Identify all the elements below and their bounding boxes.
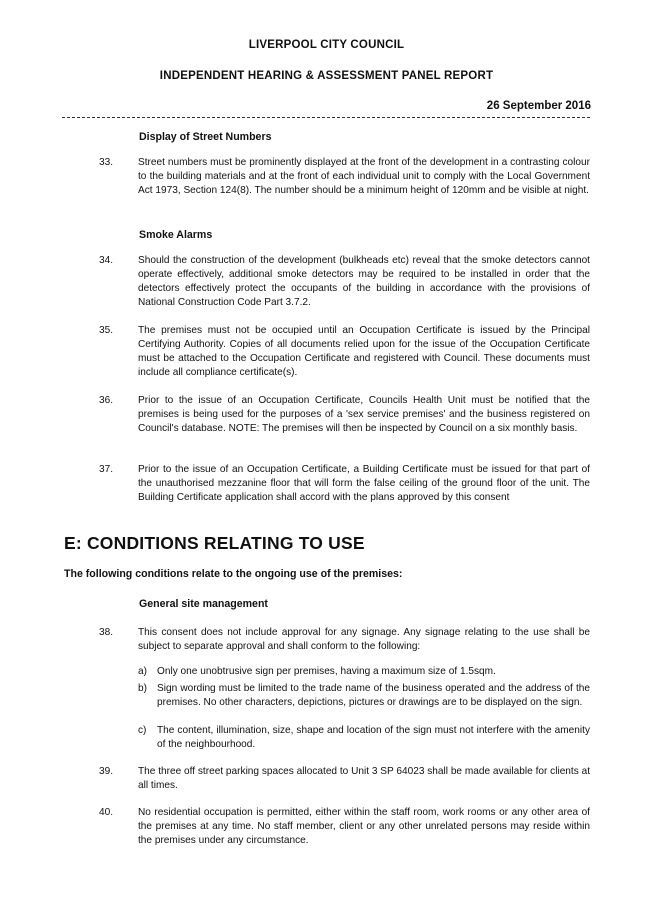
condition-text: Prior to the issue of an Occupation Certificate, a Building Certificate must be issued for that part of the unauthorised mezzanine floor that will form the false ceiling of the ground floor of the unit. The Building Certificate application shall accord with the plans approved by this consent xyxy=(138,464,590,503)
condition-text: The three off street parking spaces allocated to Unit 3 SP 64023 shall be made available for clients at all times. xyxy=(138,766,590,791)
condition-number: 35. xyxy=(99,325,114,336)
condition-text: The premises must not be occupied until an Occupation Certificate is issued by the Principal Certifying Authority. Copies of all documents relied upon for the issue of the Occupation Certificate must be attached to the Occupation Certificate and registered with Council. These documents must include all compliance certificate(s). xyxy=(138,325,590,378)
sub-text: Sign wording must be limited to the trade name of the business operated and the address of the premises. No other characters, depictions, pictures or drawings are to be displayed on the sign. xyxy=(157,683,590,708)
header-divider xyxy=(62,117,590,118)
section-intro: The following conditions relate to the ongoing use of the premises: xyxy=(64,568,403,580)
report-date: 26 September 2016 xyxy=(486,100,591,112)
heading-general-site-management: General site management xyxy=(139,598,268,610)
sub-text: The content, illumination, size, shape and location of the sign must not interfere with the amenity of the neighbourhood. xyxy=(157,725,590,750)
heading-street-numbers: Display of Street Numbers xyxy=(139,131,272,143)
condition-number: 39. xyxy=(99,766,114,777)
condition-number: 38. xyxy=(99,627,114,638)
section-title-use: E: CONDITIONS RELATING TO USE xyxy=(64,533,365,553)
condition-number: 40. xyxy=(99,807,114,818)
council-name: LIVERPOOL CITY COUNCIL xyxy=(248,39,405,51)
condition-text: No residential occupation is permitted, either within the staff room, work rooms or any other area of the premises at any time. No staff member, client or any other unrelated persons may reside within the premises under any circumstance. xyxy=(138,807,590,846)
condition-number: 36. xyxy=(99,395,114,406)
condition-text: Street numbers must be prominently displayed at the front of the development in a contrasting colour to the building materials and at the front of each individual unit to comply with the Local Government Act 1973, Section 124(8). The number should be a minimum height of 120mm and be visible at night. xyxy=(138,157,590,196)
condition-text: This consent does not include approval for any signage. Any signage relating to the use shall be subject to separate approval and shall conform to the following: xyxy=(138,627,590,652)
sub-label: a) xyxy=(138,666,147,677)
condition-text: Should the construction of the development (bulkheads etc) reveal that the smoke detectors cannot operate effectively, additional smoke detectors may be required to be installed in order that the detectors effectively protect the occupants of the building in accordance with the provisions of National Construction Code Part 3.7.2. xyxy=(138,255,590,308)
heading-smoke-alarms: Smoke Alarms xyxy=(139,229,213,241)
condition-number: 33. xyxy=(99,157,114,168)
report-title: INDEPENDENT HEARING & ASSESSMENT PANEL REPORT xyxy=(159,70,494,82)
sub-label: b) xyxy=(138,683,147,694)
condition-number: 34. xyxy=(99,255,114,266)
condition-text: Prior to the issue of an Occupation Certificate, Councils Health Unit must be notified that the premises is being used for the purposes of a 'sex service premises' and the business registered on Council's database. NOTE: The premises will then be inspected by Council on a six monthly basis. xyxy=(138,395,590,434)
sub-label: c) xyxy=(138,725,147,736)
condition-number: 37. xyxy=(99,464,114,475)
sub-text: Only one unobtrusive sign per premises, having a maximum size of 1.5sqm. xyxy=(157,666,496,677)
